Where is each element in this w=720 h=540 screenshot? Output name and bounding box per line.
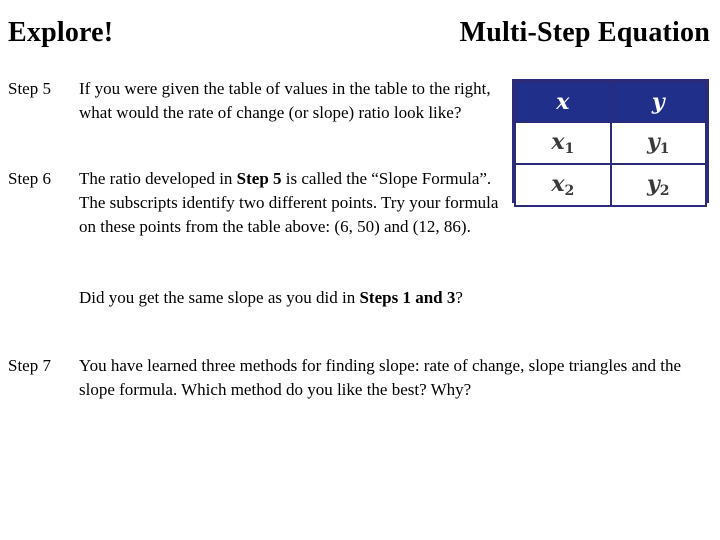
cell-subscript: 2 <box>659 183 670 199</box>
step-6-followup <box>79 286 463 310</box>
step-6-followup-bold: Steps 1 and 3 <box>359 288 456 307</box>
cell-var: y <box>646 171 660 197</box>
step-6-followup-after: ? <box>455 288 463 307</box>
step-6-text-bold: Step 5 <box>236 169 282 188</box>
table-cell-x1 <box>515 122 611 164</box>
table-header-row <box>515 82 706 122</box>
step-6-text <box>79 167 499 239</box>
table-cell-x2 <box>515 164 611 206</box>
step-5-text: If you were given the table of values in the table to the right, what would the rate of change (or slope) ratio look like? <box>79 79 491 122</box>
values-table-grid <box>514 81 707 207</box>
table-row <box>515 122 706 164</box>
step-6-text-before: The ratio developed in <box>79 169 237 188</box>
step-7-label: Step 7 <box>8 356 51 375</box>
step-6-label: Step 6 <box>8 169 51 188</box>
cell-subscript: 1 <box>564 141 575 157</box>
table-row <box>515 164 706 206</box>
step-6-followup-before: Did you get the same slope as you did in <box>79 288 360 307</box>
step-7-text: You have learned three methods for finding slope: rate of change, slope triangles and the slope formula. Which method do you like the best? Why? <box>79 356 682 399</box>
cell-var: x <box>551 129 565 155</box>
values-table <box>512 79 709 203</box>
cell-var: x <box>551 171 565 197</box>
table-cell-y1 <box>611 122 707 164</box>
header-topic: Multi-Step Equation <box>459 17 710 48</box>
step-5-label: Step 5 <box>8 79 51 98</box>
header-explore: Explore! <box>8 17 114 48</box>
cell-var: y <box>646 129 660 155</box>
table-header-x: x <box>515 82 611 122</box>
step-6-text-after: is called the “Slope Formula”. The subscripts identify two different points. Try your formula on these points from the table above: (6, 50) and (12, 86). <box>79 169 499 236</box>
cell-subscript: 2 <box>564 183 575 199</box>
table-cell-y2 <box>611 164 707 206</box>
cell-subscript: 1 <box>659 141 670 157</box>
table-header-y: y <box>611 82 707 122</box>
